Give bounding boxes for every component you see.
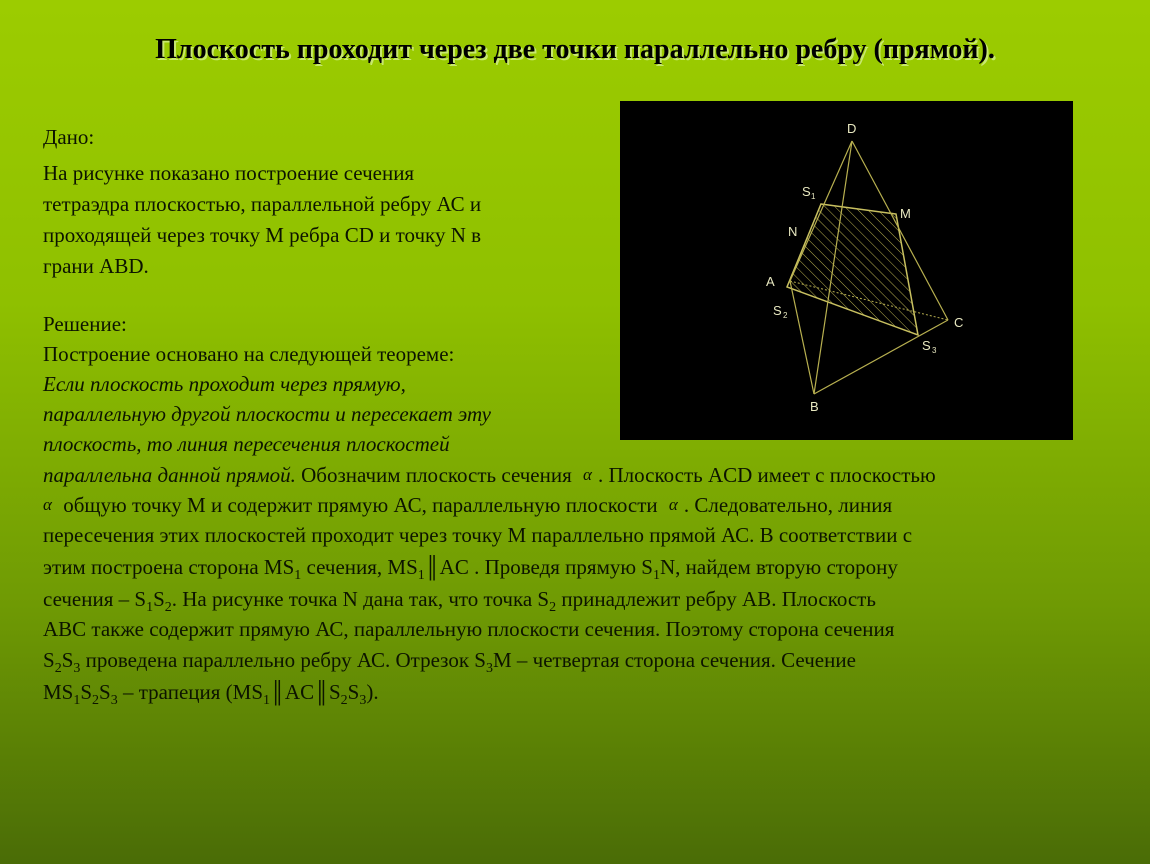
given-heading: Дано: [43,125,95,149]
edge-bc [814,320,948,394]
theorem-line-3: плоскость, то линия пересечения плоскостей [43,432,450,456]
label-s1-sub: 1 [811,192,816,201]
parallel-symbol: ║ [424,555,440,579]
theorem-line-2: параллельную другой плоскости и пересекает эту [43,402,491,426]
paragraph-line-6: ABC также содержит прямую АС, параллельную плоскости сечения. Поэтому сторона сечения [43,617,895,641]
given-line-1: На рисунке показано построение сечения [43,161,415,185]
alpha-symbol: α [43,495,52,514]
theorem-last: параллельна данной прямой. [43,463,296,487]
label-s2: S [773,303,782,318]
label-n: N [788,224,798,239]
tetrahedron-figure [620,101,1073,440]
label-b: B [810,399,819,414]
given-line-3: проходящей через точку М ребра CD и точку N в [43,223,482,247]
edge-ab [790,281,814,394]
paragraph-line-1: параллельна данной прямой. Обозначим плоскость сечения α . Плоскость ACD имеет с плоскостью [43,463,936,487]
label-a: A [766,274,775,289]
solution-heading: Решение: [43,312,127,336]
label-c: C [954,315,964,330]
alpha-symbol: α [583,465,592,484]
label-m: M [900,206,911,221]
paragraph-line-2: α общую точку М и содержит прямую АС, параллельную плоскости α . Следовательно, линия [43,493,893,517]
label-s1: S [802,184,811,199]
tetrahedron-diagram [620,101,1073,440]
given-line-2: тетраэдра плоскостью, параллельной ребру АС и [43,192,482,216]
given-line-4: грани ABD. [43,254,149,278]
section-trapezoid [787,204,918,335]
solution-intro: Построение основано на следующей теореме: [43,342,455,366]
label-s3-sub: 3 [932,346,937,355]
alpha-symbol: α [668,495,678,514]
paragraph-line-3: пересечения этих плоскостей проходит через точку М параллельно прямой АС. В соответствии с [43,523,913,547]
slide-title: Плоскость проходит через две точки параллельно ребру (прямой). [155,34,995,65]
parallel-symbol: ║ [314,680,329,704]
parallel-symbol: ║ [270,680,285,704]
theorem-line-1: Если плоскость проходит через прямую, [43,372,406,396]
label-s3: S [922,338,931,353]
label-d: D [847,121,857,136]
paragraph-line-7: $S_2S_3$ проведена параллельно ребру АС. Отрезок $S_3M$ – четвертая сторона сечения. Сечение [43,648,856,677]
paragraph-line-8: $MS_1S_2S_3$ – трапеция $(MS_1║AC║S_2S_3)$. [43,680,379,709]
paragraph-line-5: сечения – $S_1S_2$. На рисунке точка N дана так, что точка $S_2$ принадлежит ребру АВ. Плоскость [43,587,876,616]
label-s2-sub: 2 [783,311,788,320]
paragraph-line-4: этим построена сторона $MS_1$ сечения, $MS_1║AC$ . Проведя прямую $S_1N$, найдем вторую сторону [43,555,898,584]
